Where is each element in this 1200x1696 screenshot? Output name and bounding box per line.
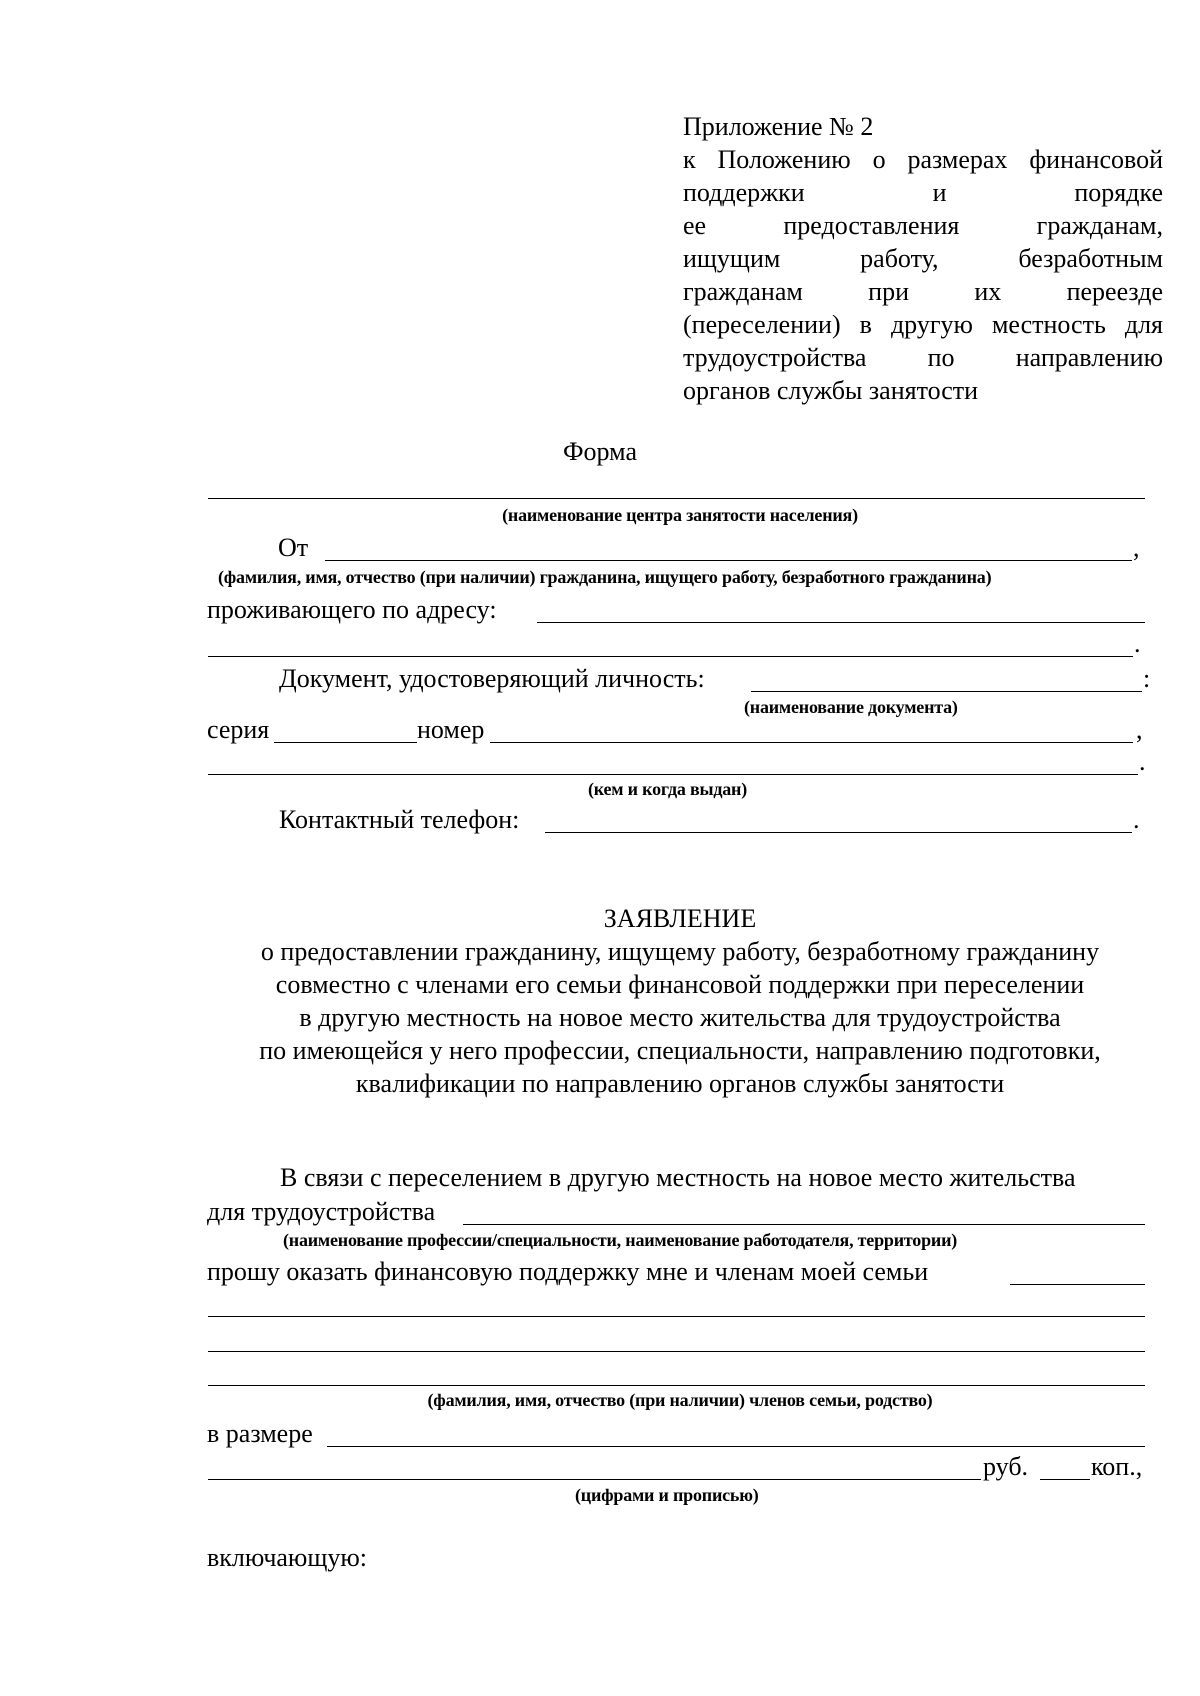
statement-subtitle-line: совместно с членами его семьи финансовой поддержки при переселении xyxy=(275,970,1085,999)
issued-caption: (кем и когда выдан) xyxy=(588,779,747,799)
statement-subtitle-line: по имеющейся у него профессии, специальности, направлению подготовки, xyxy=(259,1036,1101,1065)
colon: : xyxy=(1143,664,1151,693)
appendix-line: трудоустройства по направлению xyxy=(683,343,1163,372)
amount-caption: (цифрами и прописью) xyxy=(575,1485,759,1505)
including-label: включающую: xyxy=(207,1543,368,1572)
kop-line[interactable] xyxy=(1040,1479,1090,1480)
period: . xyxy=(1139,747,1146,776)
amount-label: в размере xyxy=(207,1419,313,1448)
appendix-line: (переселении) в другую местность для xyxy=(683,310,1163,339)
statement-subtitle-line: квалификации по направлению органов службы занятости xyxy=(355,1069,1005,1098)
period: . xyxy=(1133,805,1140,834)
period: . xyxy=(1134,629,1141,658)
address-line[interactable] xyxy=(537,622,1145,623)
id-doc-label: Документ, удостоверяющий личность: xyxy=(279,664,705,693)
fio-caption: (фамилия, имя, отчество (при наличии) гражданина, ищущего работу, безработного гражданина) xyxy=(218,567,992,587)
series-line[interactable] xyxy=(274,742,417,743)
from-label: От xyxy=(278,533,309,562)
phone-line[interactable] xyxy=(545,832,1132,833)
id-doc-line[interactable] xyxy=(751,691,1142,692)
amount-line[interactable] xyxy=(327,1446,1145,1447)
statement-subtitle-line: о предоставлении гражданину, ищущему работу, безработному гражданину xyxy=(260,937,1100,966)
employment-label: для трудоустройства xyxy=(207,1197,436,1226)
address-label: проживающего по адресу: xyxy=(207,595,497,624)
appendix-line: гражданам при их переезде xyxy=(683,277,1163,306)
rub-label: руб. xyxy=(983,1452,1029,1481)
form-label: Форма xyxy=(563,437,637,466)
comma: , xyxy=(1133,533,1140,562)
family-caption: (фамилия, имя, отчество (при наличии) членов семьи, родство) xyxy=(427,1390,933,1410)
center-name-caption: (наименование центра занятости населения) xyxy=(502,505,858,525)
series-label: серия xyxy=(207,715,270,744)
family-line-1[interactable] xyxy=(1010,1284,1145,1285)
address-line-2[interactable] xyxy=(208,656,1133,657)
amount-words-line[interactable] xyxy=(208,1479,981,1480)
profession-caption: (наименование профессии/специальности, наименование работодателя, территории) xyxy=(283,1230,958,1250)
fio-line[interactable] xyxy=(325,560,1132,561)
request-text: прошу оказать финансовую поддержку мне и членам моей семьи xyxy=(207,1257,929,1286)
body-paragraph: В связи с переселением в другую местность на новое место жительства xyxy=(280,1163,1076,1192)
family-line-4[interactable] xyxy=(208,1385,1145,1386)
statement-heading: ЗАЯВЛЕНИЕ xyxy=(603,904,757,933)
center-name-line[interactable] xyxy=(208,498,1145,499)
family-line-3[interactable] xyxy=(208,1351,1145,1352)
number-line[interactable] xyxy=(490,742,1133,743)
appendix-line: органов службы занятости xyxy=(683,376,979,405)
appendix-header xyxy=(683,110,1163,407)
comma: , xyxy=(1136,715,1143,744)
family-line-2[interactable] xyxy=(208,1316,1145,1317)
statement-title-block xyxy=(200,902,1160,1100)
kop-label: коп., xyxy=(1091,1452,1143,1481)
appendix-line: к Положению о размерах финансовой xyxy=(683,145,1163,174)
appendix-line: ищущим работу, безработным xyxy=(683,244,1163,273)
appendix-line: поддержки и порядке xyxy=(683,178,1163,207)
appendix-title: Приложение № 2 xyxy=(683,112,874,141)
appendix-line: ее предоставления гражданам, xyxy=(683,211,1163,240)
profession-line[interactable] xyxy=(463,1224,1145,1225)
doc-name-caption: (наименование документа) xyxy=(744,697,958,717)
phone-label: Контактный телефон: xyxy=(279,805,520,834)
number-label: номер xyxy=(417,715,485,744)
statement-subtitle-line: в другую местность на новое место жительства для трудоустройства xyxy=(299,1003,1061,1032)
issued-line[interactable] xyxy=(208,774,1138,775)
